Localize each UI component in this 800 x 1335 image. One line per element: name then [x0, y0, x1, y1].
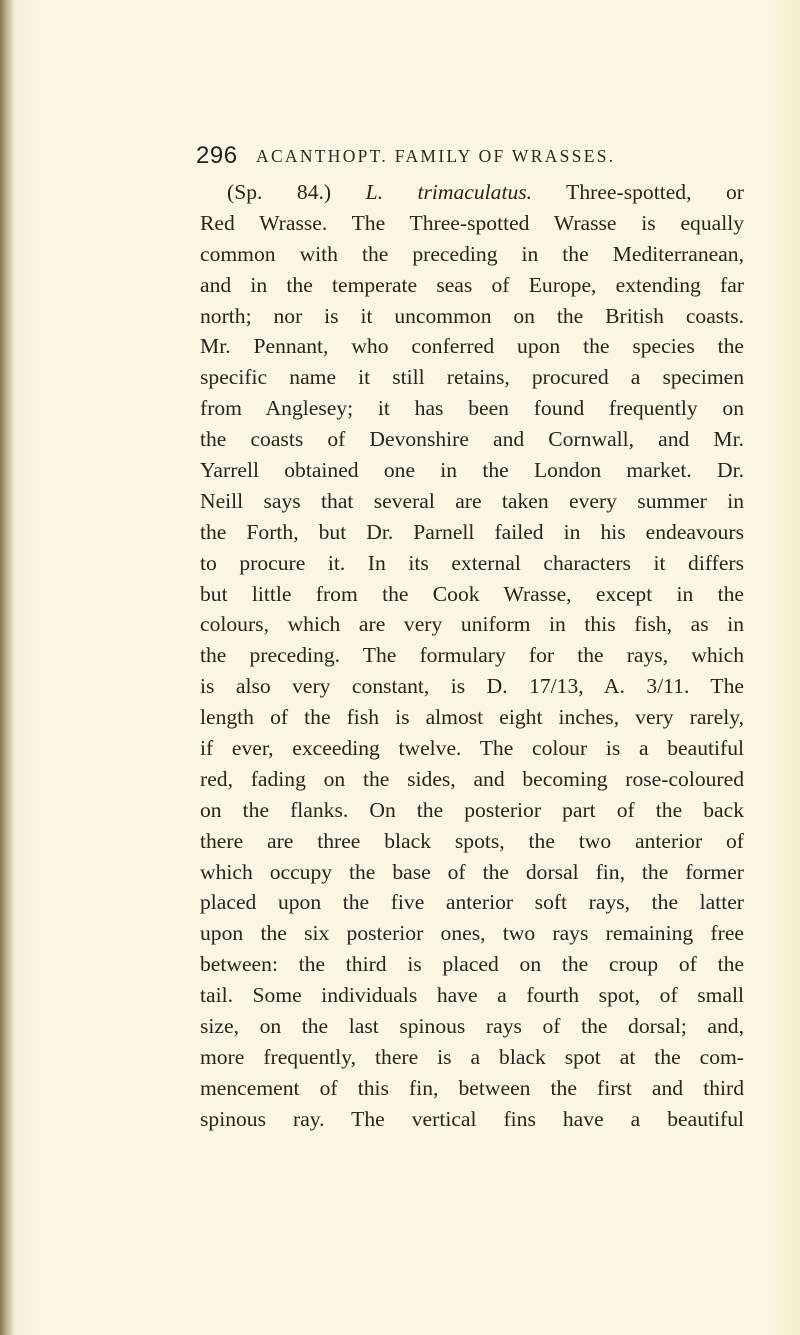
text-line: size, on the last spinous rays of the dorsal; and, — [200, 1014, 744, 1039]
text-line: but little from the Cook Wrasse, except in the — [200, 581, 744, 606]
species-latin-name: L. trimaculatus. — [365, 180, 533, 204]
text-line: the Forth, but Dr. Parnell failed in his endeavours — [200, 519, 744, 544]
text-line: if ever, exceeding twelve. The colour is a beautiful — [200, 736, 744, 761]
species-common-name: Three-spotted, or — [566, 180, 744, 204]
running-head: ACANTHOPT. FAMILY OF WRASSES. — [256, 146, 616, 166]
text-line: which occupy the base of the dorsal fin, the former — [200, 859, 744, 884]
text-line: red, fading on the sides, and becoming rose-coloured — [200, 766, 744, 791]
text-line: common with the preceding in the Mediterranean, — [200, 241, 744, 266]
text-line: tail. Some individuals have a fourth spot, of small — [200, 983, 744, 1008]
species-number: (Sp. 84.) — [227, 180, 332, 204]
text-line-first — [200, 177, 744, 208]
text-line: placed upon the five anterior soft rays, the latter — [200, 890, 744, 915]
binding-gutter-shadow — [0, 0, 14, 1335]
text-line: from Anglesey; it has been found frequently on — [200, 396, 744, 421]
text-line: Yarrell obtained one in the London market. Dr. — [200, 458, 744, 483]
text-line: upon the six posterior ones, two rays remaining free — [200, 921, 744, 946]
text-line: on the flanks. On the posterior part of the back — [200, 797, 744, 822]
text-line-last: spinous ray. The vertical fins have a beautiful — [200, 1106, 744, 1131]
page-number: 296 — [196, 142, 238, 169]
text-line: there are three black spots, the two anterior of — [200, 828, 744, 853]
text-line: between: the third is placed on the croup of the — [200, 952, 744, 977]
text-line: mencement of this fin, between the first and third — [200, 1075, 744, 1100]
text-line: Mr. Pennant, who conferred upon the species the — [200, 334, 744, 359]
text-line: specific name it still retains, procured a specimen — [200, 365, 744, 390]
text-line: colours, which are very uniform in this fish, as in — [200, 612, 744, 637]
text-line: and in the temperate seas of Europe, extending far — [200, 272, 744, 297]
text-line: Neill says that several are taken every summer in — [200, 488, 744, 513]
text-line: length of the fish is almost eight inches, very rarely, — [200, 705, 744, 730]
text-line: Red Wrasse. The Three-spotted Wrasse is equally — [200, 210, 744, 235]
text-line: the preceding. The formulary for the rays, which — [200, 643, 744, 668]
text-line: more frequently, there is a black spot at the com- — [200, 1044, 744, 1069]
page-header — [196, 142, 716, 172]
text-line: to procure it. In its external characters it differs — [200, 550, 744, 575]
body-text — [200, 177, 744, 1135]
text-line: is also very constant, is D. 17/13, A. 3/11. The — [200, 674, 744, 699]
text-line: north; nor is it uncommon on the British coasts. — [200, 303, 744, 328]
text-line: the coasts of Devonshire and Cornwall, and Mr. — [200, 427, 744, 452]
